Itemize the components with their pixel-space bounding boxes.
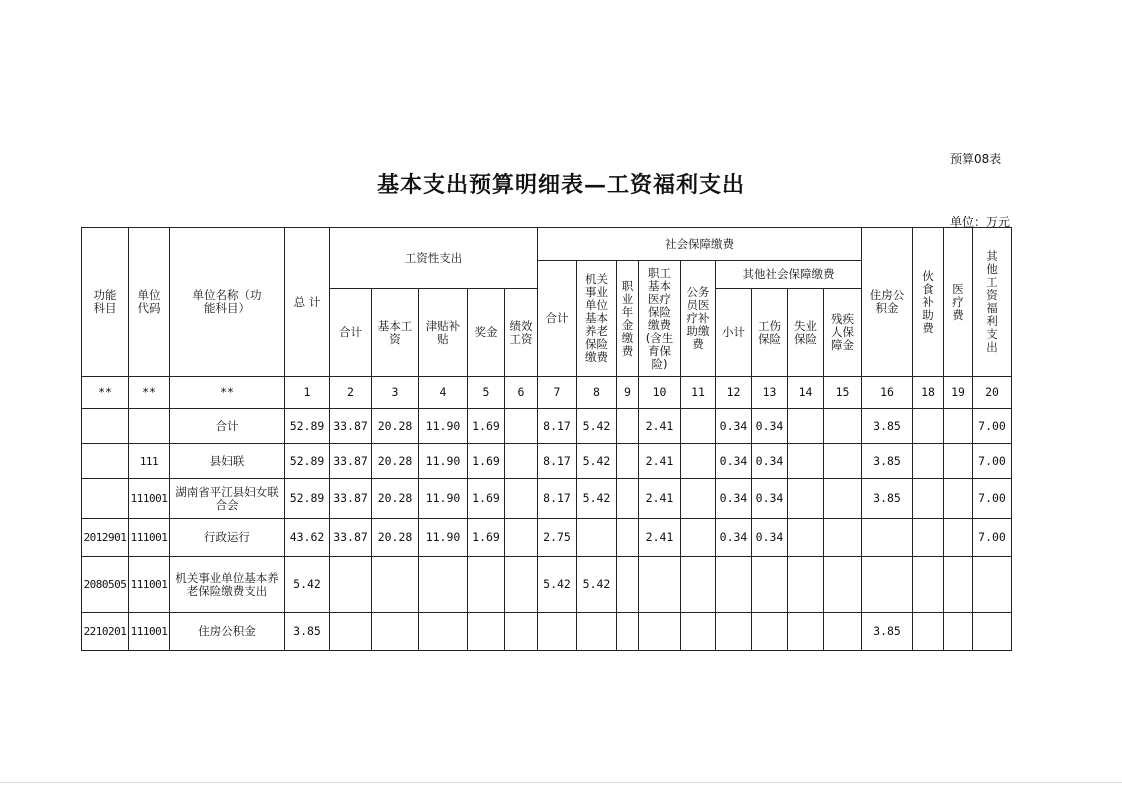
value-cell	[824, 479, 862, 519]
header-social-sum: 合计	[538, 261, 577, 377]
value-cell	[788, 557, 824, 613]
value-cell	[681, 613, 716, 651]
value-cell	[538, 613, 577, 651]
value-cell	[862, 519, 913, 557]
index-cell: 15	[824, 377, 862, 409]
unit-code-cell: 111	[129, 444, 170, 479]
value-cell	[944, 557, 973, 613]
index-cell: 5	[468, 377, 505, 409]
value-cell: 1.69	[468, 409, 505, 444]
value-cell: 20.28	[372, 519, 419, 557]
unit-name-cell: 机关事业单位基本养老保险缴费支出	[170, 557, 285, 613]
form-number: 预算08表	[950, 152, 1002, 166]
header-allowance: 津贴补贴	[419, 289, 468, 377]
value-cell	[577, 613, 617, 651]
unit-name-cell: 行政运行	[170, 519, 285, 557]
header-civil-medical: 公务员医疗补助缴费	[681, 261, 716, 377]
table-row	[82, 444, 1012, 479]
index-cell: 1	[285, 377, 330, 409]
table-row	[82, 557, 1012, 613]
header-annuity: 职业年金缴费	[617, 261, 639, 377]
header-wage-sum: 合计	[330, 289, 372, 377]
header-disabled-fund: 残疾人保障金	[824, 289, 862, 377]
index-cell: 12	[716, 377, 752, 409]
value-cell: 8.17	[538, 444, 577, 479]
value-cell	[752, 557, 788, 613]
value-cell	[681, 409, 716, 444]
page-title: 基本支出预算明细表—工资福利支出	[376, 172, 745, 198]
value-cell: 1.69	[468, 444, 505, 479]
value-cell	[419, 557, 468, 613]
value-cell: 52.89	[285, 409, 330, 444]
value-cell	[913, 557, 944, 613]
value-cell	[824, 519, 862, 557]
value-cell	[505, 479, 538, 519]
index-cell: 18	[913, 377, 944, 409]
value-cell	[505, 557, 538, 613]
value-cell	[913, 479, 944, 519]
index-cell: 10	[639, 377, 681, 409]
value-cell: 5.42	[577, 444, 617, 479]
header-func-code: 功能科目	[82, 228, 129, 377]
value-cell	[372, 557, 419, 613]
header-other-wage: 其他工资福利支出	[973, 228, 1012, 377]
value-cell	[973, 613, 1012, 651]
value-cell	[913, 444, 944, 479]
value-cell: 7.00	[973, 444, 1012, 479]
value-cell	[505, 409, 538, 444]
value-cell: 0.34	[752, 519, 788, 557]
func-code-cell: 2012901	[82, 519, 129, 557]
index-cell: **	[129, 377, 170, 409]
value-cell	[944, 444, 973, 479]
func-code-cell: 2080505	[82, 557, 129, 613]
value-cell	[681, 557, 716, 613]
unit-code-cell: 111001	[129, 519, 170, 557]
value-cell: 11.90	[419, 479, 468, 519]
value-cell	[617, 444, 639, 479]
value-cell: 3.85	[862, 479, 913, 519]
value-cell	[913, 409, 944, 444]
index-cell: 19	[944, 377, 973, 409]
value-cell: 7.00	[973, 479, 1012, 519]
value-cell: 1.69	[468, 519, 505, 557]
value-cell: 11.90	[419, 409, 468, 444]
value-cell	[824, 409, 862, 444]
value-cell: 33.87	[330, 444, 372, 479]
header-subtotal: 小计	[716, 289, 752, 377]
value-cell	[639, 613, 681, 651]
value-cell	[372, 613, 419, 651]
unit-code-cell: 111001	[129, 479, 170, 519]
value-cell	[788, 444, 824, 479]
value-cell	[944, 479, 973, 519]
value-cell: 0.34	[716, 409, 752, 444]
unit-name-cell: 县妇联	[170, 444, 285, 479]
value-cell	[973, 557, 1012, 613]
header-total: 总 计	[285, 228, 330, 377]
value-cell	[681, 519, 716, 557]
value-cell: 1.69	[468, 479, 505, 519]
table-row	[82, 519, 1012, 557]
value-cell: 52.89	[285, 479, 330, 519]
value-cell	[913, 613, 944, 651]
index-cell: 2	[330, 377, 372, 409]
value-cell: 11.90	[419, 444, 468, 479]
header-meal-subsidy: 伙食补助费	[913, 228, 944, 377]
unit-name-cell: 湖南省平江县妇女联合会	[170, 479, 285, 519]
value-cell: 0.34	[752, 479, 788, 519]
header-wage-group: 工资性支出	[330, 228, 538, 289]
value-cell	[577, 519, 617, 557]
unit-name-cell: 合计	[170, 409, 285, 444]
value-cell	[468, 557, 505, 613]
value-cell	[913, 519, 944, 557]
value-cell	[752, 613, 788, 651]
index-cell: 4	[419, 377, 468, 409]
value-cell: 0.34	[716, 479, 752, 519]
header-social-group: 社会保障缴费	[538, 228, 862, 261]
index-cell: 20	[973, 377, 1012, 409]
value-cell: 2.41	[639, 479, 681, 519]
value-cell	[944, 613, 973, 651]
value-cell	[788, 519, 824, 557]
value-cell	[505, 613, 538, 651]
value-cell	[944, 409, 973, 444]
value-cell: 43.62	[285, 519, 330, 557]
index-cell: 14	[788, 377, 824, 409]
index-cell: 9	[617, 377, 639, 409]
value-cell	[824, 444, 862, 479]
unit-label: 单位：万元	[950, 215, 1011, 229]
index-cell: **	[82, 377, 129, 409]
value-cell	[862, 557, 913, 613]
value-cell	[419, 613, 468, 651]
header-medical-insurance: 职工基本医疗保险缴费(含生育保险)	[639, 261, 681, 377]
value-cell	[788, 409, 824, 444]
header-other-social-group: 其他社会保障缴费	[716, 261, 862, 289]
index-cell: **	[170, 377, 285, 409]
index-cell: 13	[752, 377, 788, 409]
value-cell: 3.85	[862, 444, 913, 479]
value-cell	[639, 557, 681, 613]
page-bottom-line	[0, 782, 1122, 783]
index-cell: 8	[577, 377, 617, 409]
header-performance: 绩效工资	[505, 289, 538, 377]
header-unit-name: 单位名称（功能科目）	[170, 228, 285, 377]
index-cell: 16	[862, 377, 913, 409]
unit-code-cell: 111001	[129, 613, 170, 651]
value-cell: 33.87	[330, 409, 372, 444]
func-code-cell	[82, 444, 129, 479]
value-cell	[617, 479, 639, 519]
index-cell: 3	[372, 377, 419, 409]
header-basic-wage: 基本工资	[372, 289, 419, 377]
value-cell: 5.42	[577, 557, 617, 613]
value-cell: 5.42	[577, 409, 617, 444]
value-cell: 8.17	[538, 409, 577, 444]
header-housing-fund: 住房公积金	[862, 228, 913, 377]
value-cell: 7.00	[973, 409, 1012, 444]
value-cell	[824, 557, 862, 613]
value-cell	[330, 557, 372, 613]
value-cell	[824, 613, 862, 651]
budget-table	[81, 227, 1012, 651]
value-cell: 0.34	[716, 519, 752, 557]
value-cell: 5.42	[538, 557, 577, 613]
value-cell	[617, 519, 639, 557]
value-cell: 20.28	[372, 444, 419, 479]
value-cell	[716, 613, 752, 651]
value-cell: 3.85	[862, 409, 913, 444]
func-code-cell	[82, 409, 129, 444]
value-cell: 2.41	[639, 519, 681, 557]
value-cell: 5.42	[285, 557, 330, 613]
value-cell: 20.28	[372, 409, 419, 444]
value-cell	[330, 613, 372, 651]
value-cell: 2.41	[639, 409, 681, 444]
value-cell: 2.41	[639, 444, 681, 479]
value-cell	[681, 479, 716, 519]
value-cell: 0.34	[752, 444, 788, 479]
value-cell	[681, 444, 716, 479]
value-cell	[944, 519, 973, 557]
value-cell: 33.87	[330, 519, 372, 557]
value-cell	[617, 409, 639, 444]
header-pension: 机关事业单位基本养老保险缴费	[577, 261, 617, 377]
index-cell: 7	[538, 377, 577, 409]
value-cell	[505, 444, 538, 479]
func-code-cell: 2210201	[82, 613, 129, 651]
value-cell: 7.00	[973, 519, 1012, 557]
index-cell: 11	[681, 377, 716, 409]
table-row	[82, 409, 1012, 444]
table-row	[82, 613, 1012, 651]
value-cell	[617, 557, 639, 613]
header-medical-fee: 医疗费	[944, 228, 973, 377]
value-cell: 3.85	[285, 613, 330, 651]
value-cell: 5.42	[577, 479, 617, 519]
header-injury-insurance: 工伤保险	[752, 289, 788, 377]
value-cell: 33.87	[330, 479, 372, 519]
func-code-cell	[82, 479, 129, 519]
unit-code-cell: 111001	[129, 557, 170, 613]
unit-name-cell: 住房公积金	[170, 613, 285, 651]
value-cell	[617, 613, 639, 651]
value-cell	[505, 519, 538, 557]
value-cell: 11.90	[419, 519, 468, 557]
index-row	[82, 377, 1012, 409]
value-cell: 0.34	[716, 444, 752, 479]
value-cell	[468, 613, 505, 651]
index-cell: 6	[505, 377, 538, 409]
value-cell: 3.85	[862, 613, 913, 651]
value-cell: 8.17	[538, 479, 577, 519]
table-row	[82, 479, 1012, 519]
value-cell	[788, 613, 824, 651]
unit-code-cell	[129, 409, 170, 444]
header-unemployment-insurance: 失业保险	[788, 289, 824, 377]
value-cell: 20.28	[372, 479, 419, 519]
value-cell: 2.75	[538, 519, 577, 557]
value-cell: 52.89	[285, 444, 330, 479]
value-cell: 0.34	[752, 409, 788, 444]
value-cell	[716, 557, 752, 613]
header-unit-code: 单位代码	[129, 228, 170, 377]
value-cell	[788, 479, 824, 519]
header-bonus: 奖金	[468, 289, 505, 377]
